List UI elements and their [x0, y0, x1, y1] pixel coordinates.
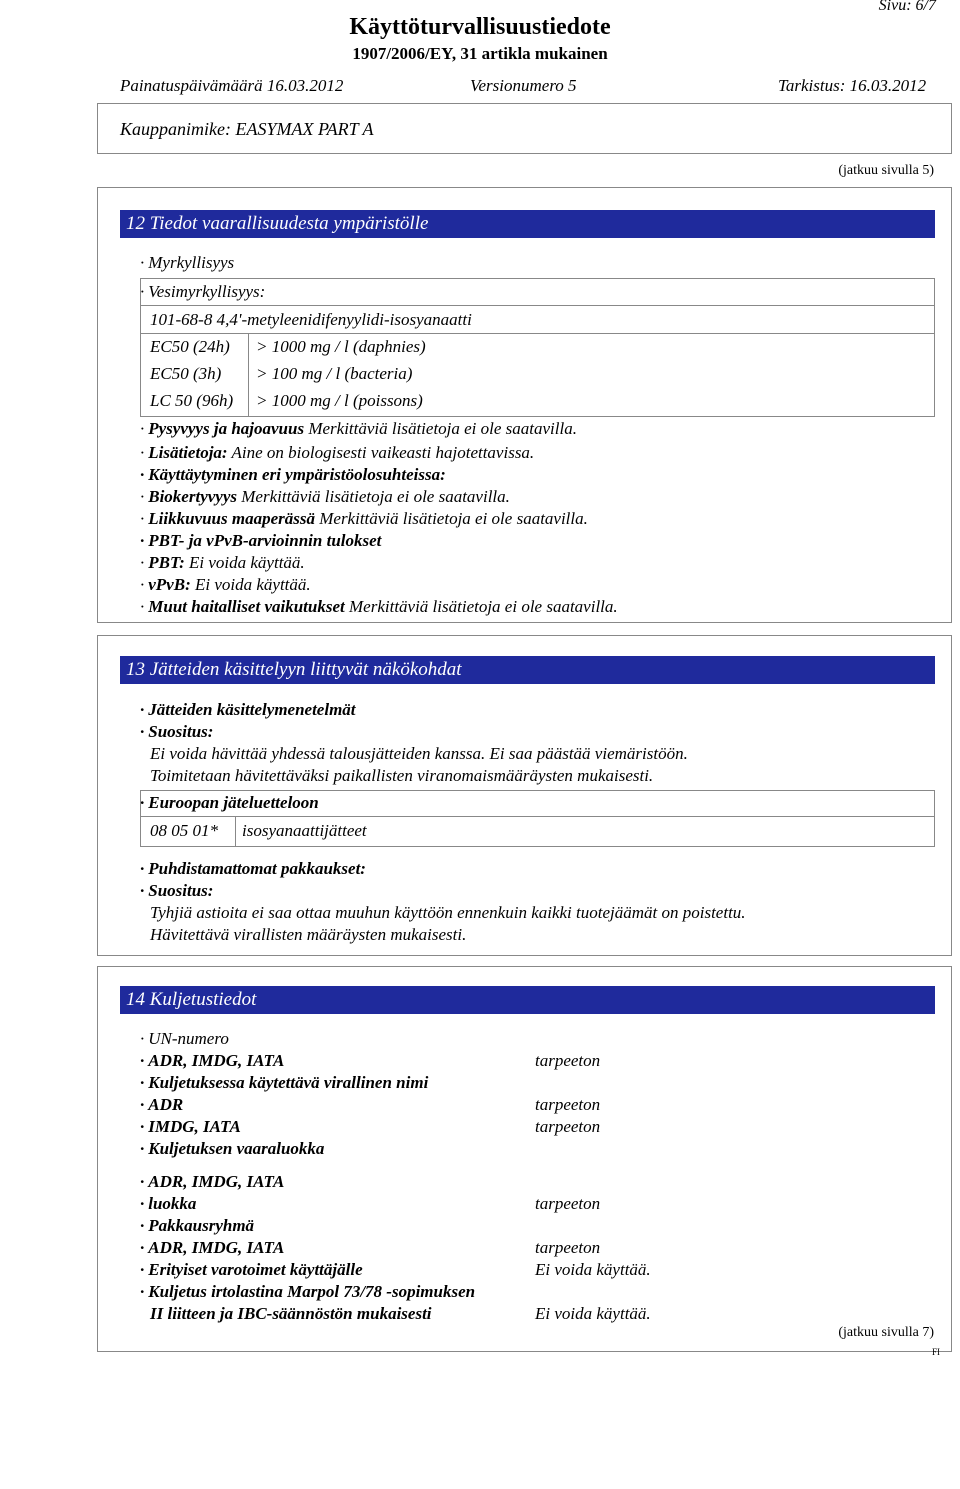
additional-info-line: · Lisätietoja: Aine on biologisesti vaikeasti hajotettavissa.: [140, 443, 535, 462]
substance-name: 101-68-8 4,4'-metyleenidifenyylidi-isosyanaatti: [150, 310, 472, 329]
transport-value: tarpeeton: [535, 1117, 601, 1136]
recommendation-label: · Suositus:: [140, 881, 214, 900]
pbt-results-heading: · PBT- ja vPvB-arvioinnin tulokset: [140, 531, 382, 550]
transport-mode-label: · ADR, IMDG, IATA: [140, 1051, 285, 1070]
toxicity-heading: · Myrkyllisyys: [140, 253, 235, 272]
transport-mode-label: · ADR, IMDG, IATA: [140, 1172, 285, 1191]
toxicity-key: EC50 (24h): [150, 337, 230, 356]
vpvb-line: · vPvB: Ei voida käyttää.: [140, 575, 311, 594]
continued-from-note: (jatkuu sivulla 5): [838, 163, 934, 178]
toxicity-key: LC 50 (96h): [150, 391, 234, 410]
toxicity-value: > 1000 mg / l (daphnies): [256, 337, 426, 356]
aquatic-toxicity-label: · Vesimyrkyllisyys:: [140, 282, 266, 301]
transport-mode-label: · ADR: [140, 1095, 184, 1114]
aquatic-divider: [140, 305, 935, 306]
toxicity-key: EC50 (3h): [150, 364, 222, 383]
language-code: FI: [931, 1347, 940, 1357]
bulk-transport-label: II liitteen ja IBC-säännöstön mukaisesti: [150, 1304, 432, 1323]
packing-group-heading: · Pakkausryhmä: [140, 1216, 255, 1235]
special-precautions-value: Ei voida käyttää.: [535, 1260, 651, 1279]
catalogue-divider: [140, 816, 935, 817]
pbt-line: · PBT: Ei voida käyttää.: [140, 553, 305, 572]
behaviour-heading: · Käyttäytyminen eri ympäristöolosuhteissa:: [140, 465, 446, 484]
hazard-class-heading: · Kuljetuksen vaaraluokka: [140, 1139, 325, 1158]
class-label: · luokka: [140, 1194, 197, 1213]
recommendation-text: Hävitettävä virallisten määräysten mukaisesti.: [150, 925, 467, 944]
transport-value: tarpeeton: [535, 1238, 601, 1257]
substance-divider: [140, 333, 935, 334]
mobility-line: · Liikkuvuus maaperässä Merkittäviä lisätietoja ei ole saatavilla.: [140, 509, 588, 528]
recommendation-label: · Suositus:: [140, 722, 214, 741]
bioaccumulation-line: · Biokertyvyys Merkittäviä lisätietoja ei ole saatavilla.: [140, 487, 510, 506]
special-precautions-label: · Erityiset varotoimet käyttäjälle: [140, 1260, 363, 1279]
recommendation-text: Toimitetaan hävitettäväksi paikallisten viranomaismääräysten mukaisesti.: [150, 766, 654, 785]
catalogue-column-divider: [235, 816, 236, 847]
toxicity-value: > 1000 mg / l (poissons): [256, 391, 423, 410]
waste-code-description: isosyanaattijätteet: [242, 821, 367, 840]
version-number: Versionumero 5: [470, 76, 577, 95]
document-title: Käyttöturvallisuustiedote: [349, 14, 611, 40]
shipping-name-heading: · Kuljetuksessa käytettävä virallinen nimi: [140, 1073, 429, 1092]
print-date: Painatuspäivämäärä 16.03.2012: [120, 76, 344, 95]
transport-value: tarpeeton: [535, 1095, 601, 1114]
bulk-transport-value: Ei voida käyttää.: [535, 1304, 651, 1323]
bulk-transport-label: · Kuljetus irtolastina Marpol 73/78 -sopimuksen: [140, 1282, 476, 1301]
transport-mode-label: · ADR, IMDG, IATA: [140, 1238, 285, 1257]
continued-to-note: (jatkuu sivulla 7): [838, 1325, 934, 1340]
un-number-heading: · UN-numero: [140, 1029, 229, 1048]
section-13-heading: 13 Jätteiden käsittelyyn liittyvät näkökohdat: [120, 656, 935, 684]
persistence-line: · Pysyvyys ja hajoavuus Merkittäviä lisätietoja ei ole saatavilla.: [140, 419, 577, 438]
document-subtitle: 1907/2006/EY, 31 artikla mukainen: [352, 44, 608, 63]
transport-value: tarpeeton: [535, 1051, 601, 1070]
waste-catalogue-label: · Euroopan jäteluetteloon: [140, 793, 319, 812]
trade-name: Kauppanimike: EASYMAX PART A: [120, 119, 374, 139]
page-number: Sivu: 6/7: [878, 0, 936, 14]
values-column-divider: [248, 333, 249, 417]
transport-value: tarpeeton: [535, 1194, 601, 1213]
recommendation-text: Ei voida hävittää yhdessä talousjätteiden kanssa. Ei saa päästää viemäristöön.: [150, 744, 688, 763]
revision-date: Tarkistus: 16.03.2012: [778, 76, 927, 95]
toxicity-value: > 100 mg / l (bacteria): [256, 364, 413, 383]
waste-code: 08 05 01*: [150, 821, 218, 840]
recommendation-text: Tyhjiä astioita ei saa ottaa muuhun käyttöön ennenkuin kaikki tuotejäämät on poistettu.: [150, 903, 746, 922]
section-12-heading: 12 Tiedot vaarallisuudesta ympäristölle: [120, 210, 935, 238]
uncleaned-packaging-heading: · Puhdistamattomat pakkaukset:: [140, 859, 366, 878]
waste-methods-heading: · Jätteiden käsittelymenetelmät: [140, 700, 356, 719]
section-14-heading: 14 Kuljetustiedot: [120, 986, 935, 1014]
other-effects-line: · Muut haitalliset vaikutukset Merkittäviä lisätietoja ei ole saatavilla.: [140, 597, 618, 616]
transport-mode-label: · IMDG, IATA: [140, 1117, 241, 1136]
